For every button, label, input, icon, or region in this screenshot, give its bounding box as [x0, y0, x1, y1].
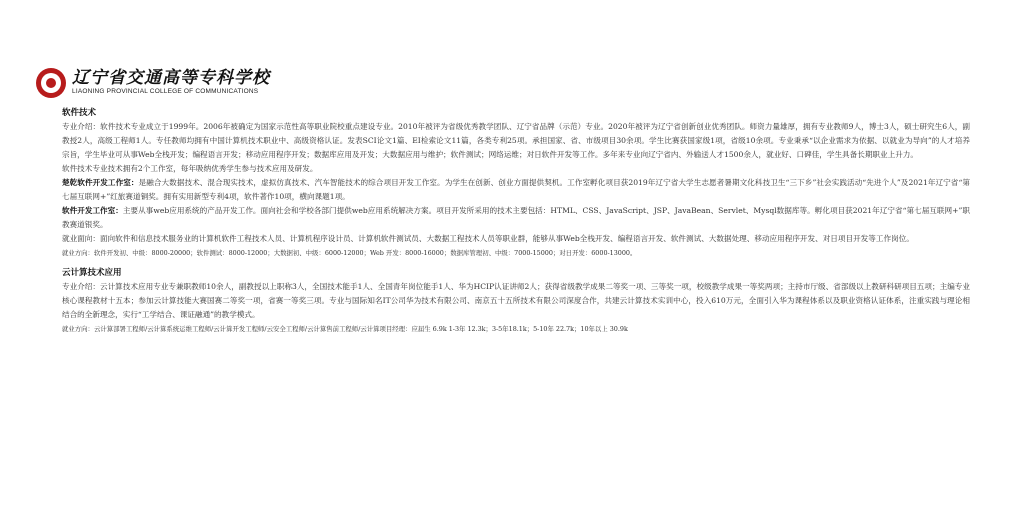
- cloud-section-title: 云计算技术应用: [62, 268, 122, 278]
- cloud-intro: 专业介绍：云计算技术应用专业专兼职教师10余人，副教授以上职称3人，全国技术能手1人、全国青年岗位能手1人、华为HCIP认证讲师2人；获得省级教学成果二等奖一项、三等奖一项，校级教学成果一等奖两项；主持市厅级、省部级以上教研科研项目五项；主编专业核心课程教材十五本；参加云计算技能大赛国赛二等奖一项，省赛一等奖三项。专业与国际知名IT公司华为技术有限公司、南京五十五所技术有限公司深度合作，共建云计算技术实训中心，投入610万元，全面引入华为课程体系以及职业资格认证体系，注重实践与理论相结合的全新理念，实行“工学结合、课证融通”的教学模式。: [62, 282, 970, 319]
- studio2-text: 主要从事web应用系统的产品开发工作。面向社会和学校各部门提供web应用系统解决方案。项目开发所采用的技术主要包括：HTML、CSS、JavaScript、JSP、JavaBean、Servlet、Mysql数据库等。孵化项目获2021年辽宁省“第七届互联网+”职教赛道银奖。: [62, 206, 970, 229]
- document-page: [62, 66, 970, 336]
- software-section-title: 软件技术: [62, 108, 97, 118]
- studio2-paragraph: [62, 204, 970, 232]
- studio2-label: 软件开发工作室：: [62, 206, 123, 215]
- school-logo-text: [72, 70, 270, 96]
- studio1-text: 是融合大数据技术、混合现实技术，虚拟仿真技术、汽车智能技术的综合项目开发工作室。为学生在创新、创业方面提供契机。工作室孵化项目获2019年辽宁省大学生志愿者暑期文化科技卫生“三下乡”社会实践活动“先进个人”及2021年辽宁省“第七届互联网+”红旅赛道铜奖。拥有实用新型专利4项，软件著作10项，横向课题1项。: [62, 178, 970, 201]
- software-studios-summary: 软件技术专业技术拥有2个工作室，每年吸纳优秀学生参与技术应用及研发。: [62, 164, 318, 173]
- school-name-en: LIAONING PROVINCIAL COLLEGE OF COMMUNICATIONS: [72, 88, 259, 96]
- cloud-employment-direction: 就业方向：云计算部署工程师/云计算系统运维工程师/云计算开发工程师/云安全工程师/云计算售前工程师/云计算项目经理：应届生 6.9k 1-3年 12.3k；3-5年18.1k；5-10年 22.7k；10年以上 30.9k: [62, 325, 628, 333]
- school-name-cn: 辽宁省交通高等专科学校: [72, 68, 270, 89]
- studio1-paragraph: [62, 176, 970, 204]
- school-header: [36, 66, 970, 100]
- studio1-label: 楚乾软件开发工作室：: [62, 178, 139, 187]
- software-intro: 专业介绍：软件技术专业成立于1999年。2006年被确定为国家示范性高等职业院校重点建设专业。2010年被评为省级优秀教学团队、辽宁省品牌（示范）专业。2020年被评为辽宁省创新创业优秀团队。师资力量雄厚，拥有专业教师9人，博士3人，硕士研究生6人，副教授2人，高级工程师1人。专任教师均拥有中国计算机技术职业中、高级资格认证。发表SCI论文1篇、EI检索论文11篇，各类专利25项。承担国家、省、市级项目30余项。学生比赛获国家级1项，省级10余项。专业秉承“以企业需求为依据、以就业为导向”的人才培养宗旨，学生毕业可从事Web全栈开发；编程语言开发；移动应用程序开发；数据库应用及开发；大数据应用与维护；软件测试；网络运维；对日软件开发等工作。多年来专业向辽宁省内、外输送人才1500余人，就业好、口碑佳，学生具备长期职业上升力。: [62, 122, 970, 159]
- software-employment-field: 就业面向：面向软件和信息技术服务业的计算机软件工程技术人员、计算机程序设计员、计算机软件测试员、大数据工程技术人员等职业群，能够从事Web全栈开发、编程语言开发、软件测试、大数据处理、移动应用程序开发、对日项目开发等工作岗位。: [62, 234, 914, 243]
- school-seal-icon: [36, 68, 66, 98]
- software-employment-direction: 就业方向：软件开发初、中级：8000-20000；软件测试：8000-12000；大数据初、中级：6000-12000；Web 开发：8000-16000；数据库管理初、中级：7000-15000；对日开发：6000-13000。: [62, 249, 637, 257]
